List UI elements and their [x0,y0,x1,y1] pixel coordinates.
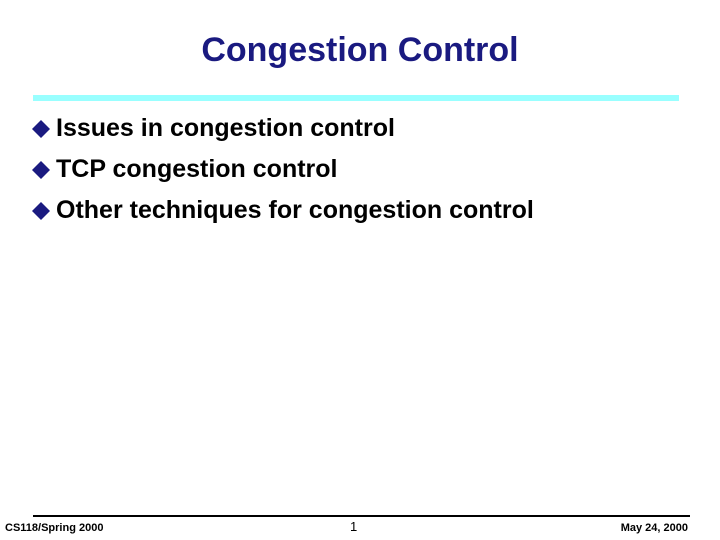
bullet-item [30,149,534,190]
footer-page-number: 1 [350,519,358,534]
bullet-item [30,190,534,231]
bullet-text: Issues in congestion control [56,114,395,142]
diamond-bullet-icon [30,200,52,222]
diamond-bullet-icon [30,159,52,181]
bullet-item [30,108,534,149]
footer-divider [33,515,690,517]
bullet-text: Other techniques for congestion control [56,196,534,224]
diamond-bullet-icon [30,118,52,140]
footer-date: May 24, 2000 [620,522,688,534]
footer-course: CS118/Spring 2000 [5,522,104,534]
slide-title: Congestion Control [201,31,519,69]
title-divider [33,95,679,101]
bullet-list [30,108,534,231]
bullet-text: TCP congestion control [56,155,338,183]
